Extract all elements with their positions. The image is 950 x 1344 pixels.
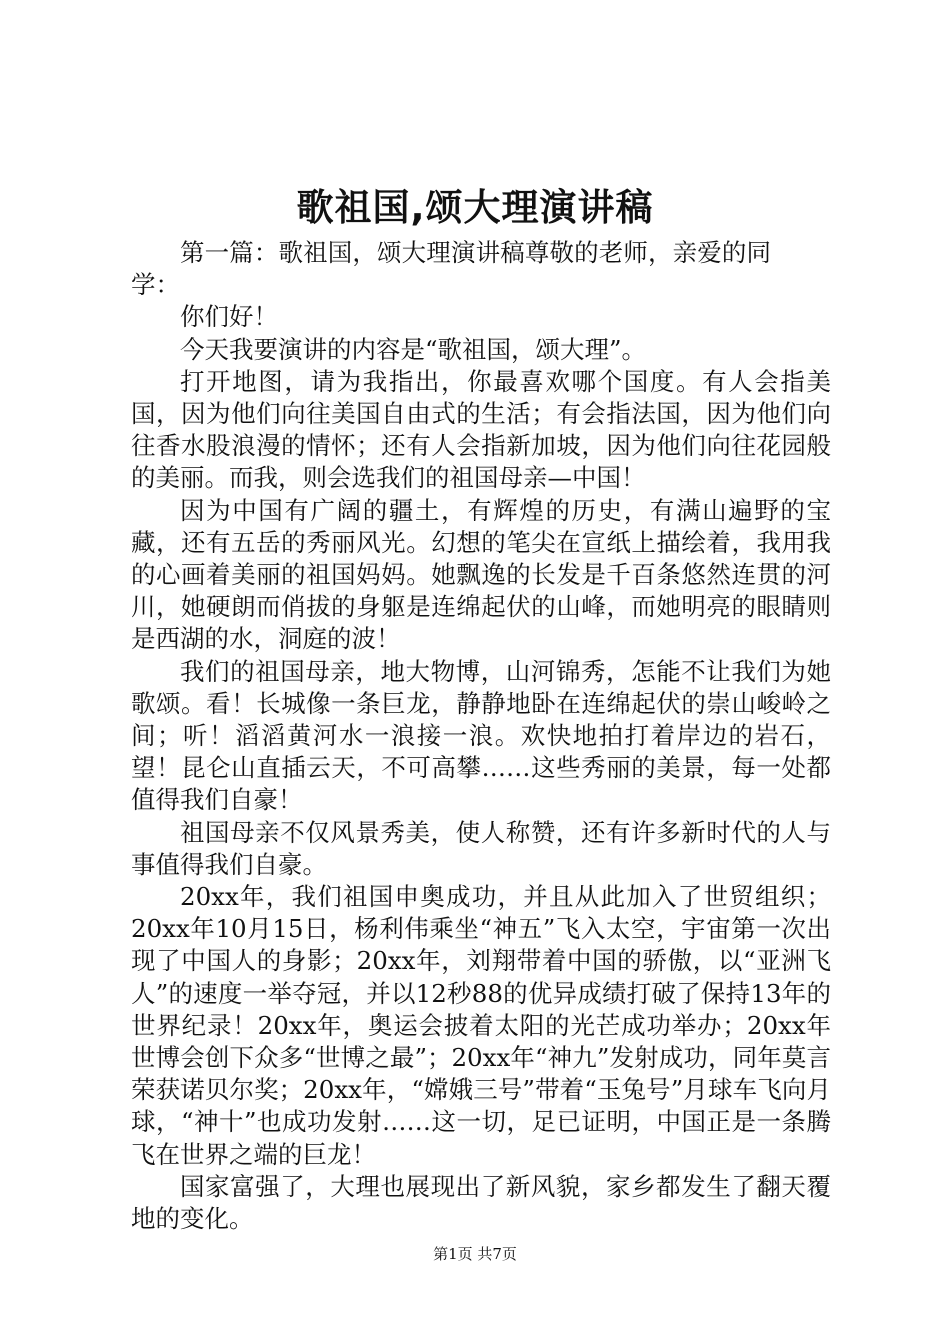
paragraph-1: 第一篇：歌祖国，颂大理演讲稿尊敬的老师，亲爱的同学： [131,238,771,300]
paragraph-2: 你们好！ [180,302,278,332]
paragraph-6: 我们的祖国母亲，地大物博，山河锦秀，怎能不让我们为她歌颂。看！长城像一条巨龙，静静地卧在连绵起伏的崇山峻岭之间；听！滔滔黄河水一浪接一浪。欢快地拍打着岸边的岩石，望！昆仑山直插云天，不可高攀……这些秀丽的美景，每一处都值得我们自豪！ [131,656,831,815]
paragraph-3: 今天我要演讲的内容是“歌祖国，颂大理”。 [180,334,647,364]
paragraph-7: 祖国母亲不仅风景秀美，使人称赞，还有许多新时代的人与事值得我们自豪。 [131,817,831,879]
paragraph-8: 20xx年，我们祖国申奥成功，并且从此加入了世贸组织；20xx年10月15日，杨利伟乘坐“神五”飞入太空，宇宙第一次出现了中国人的身影；20xx年，刘翔带着中国的骄傲，以“亚洲飞人”的速度一举夺冠，并以12秒88的优异成绩打破了保持13年的世界纪录！20xx年，奥运会披着太阳的光芒成功举办；20xx年世博会创下众多“世博之最”；20xx年“神九”发射成功，同年莫言荣获诺贝尔奖；20xx年，“嫦娥三号”带着“玉兔号”月球车飞向月球，“神十”也成功发射……这一切，足已证明，中国正是一条腾飞在世界之端的巨龙！ [131,882,831,1169]
document-body [131,237,831,1235]
paragraph-4: 打开地图，请为我指出，你最喜欢哪个国度。有人会指美国，因为他们向往美国自由式的生活；有会指法国，因为他们向往香水股浪漫的情怀；还有人会指新加坡，因为他们向往花园般的美丽。而我，则会选我们的祖国母亲—中国！ [131,366,831,493]
paragraph-5: 因为中国有广阔的疆土，有辉煌的历史，有满山遍野的宝藏，还有五岳的秀丽风光。幻想的笔尖在宣纸上描绘着，我用我的心画着美丽的祖国妈妈。她飘逸的长发是千百条悠然连贯的河川，她硬朗而俏拔的身躯是连绵起伏的山峰，而她明亮的眼睛则是西湖的水，洞庭的波！ [131,495,831,654]
page-number-footer: 第1页 共7页 [433,1245,517,1263]
document-title: 歌祖国,颂大理演讲稿 [296,186,654,229]
paragraph-9: 国家富强了，大理也展现出了新风貌，家乡都发生了翻天覆地的变化。 [131,1171,831,1234]
